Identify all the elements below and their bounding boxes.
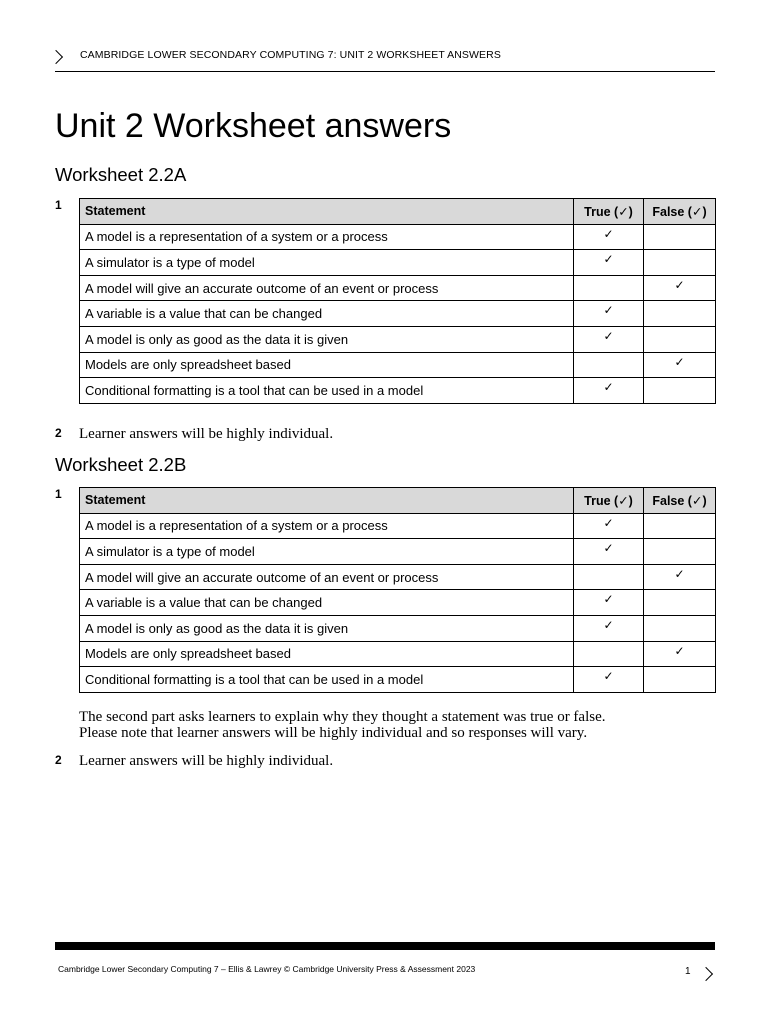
note-line: The second part asks learners to explain why they thought a statement was true or false. (79, 709, 606, 725)
footer-credit: Cambridge Lower Secondary Computing 7 – Ellis & Lawrey © Cambridge University Press & Assessment 2023 (58, 964, 476, 974)
header-divider (55, 71, 715, 72)
true-check-cell: ✓ (574, 250, 644, 276)
false-check-cell (644, 667, 716, 693)
column-header-true: True (✓) (574, 199, 644, 225)
column-header-false: False (✓) (644, 199, 716, 225)
true-check-cell: ✓ (574, 301, 644, 327)
false-check-cell (644, 378, 716, 404)
table-row (80, 564, 716, 590)
answer-text: Learner answers will be highly individual. (79, 426, 334, 442)
false-check-cell: ✓ (644, 352, 716, 378)
false-check-cell (644, 301, 716, 327)
column-header-statement: Statement (80, 199, 574, 225)
running-header: CAMBRIDGE LOWER SECONDARY COMPUTING 7: UNIT 2 WORKSHEET ANSWERS (80, 49, 501, 61)
false-check-cell (644, 590, 716, 616)
false-check-cell: ✓ (644, 275, 716, 301)
statement-cell: A model is only as good as the data it is given (80, 326, 574, 352)
true-check-cell (574, 275, 644, 301)
false-check-cell (644, 250, 716, 276)
table-row (80, 326, 716, 352)
answer-text: Learner answers will be highly individual. (79, 753, 334, 769)
question-number: 1 (55, 198, 62, 212)
answer-table-2-2a (79, 198, 716, 404)
statement-cell: A model will give an accurate outcome of an event or process (80, 275, 574, 301)
false-check-cell (644, 326, 716, 352)
true-check-cell: ✓ (574, 615, 644, 641)
table-row (80, 352, 716, 378)
table-row (80, 513, 716, 539)
table-row (80, 250, 716, 276)
true-check-cell: ✓ (574, 513, 644, 539)
statement-cell: Conditional formatting is a tool that can be used in a model (80, 378, 574, 404)
statement-cell: A model is a representation of a system or a process (80, 224, 574, 250)
true-check-cell (574, 564, 644, 590)
true-check-cell (574, 641, 644, 667)
answer-table-2-2b (79, 487, 716, 693)
page-number: 1 (685, 966, 691, 977)
table-row (80, 539, 716, 565)
statement-cell: A simulator is a type of model (80, 250, 574, 276)
statement-cell: A variable is a value that can be changed (80, 590, 574, 616)
note-line: Please note that learner answers will be highly individual and so responses will vary. (79, 725, 588, 741)
question-number: 2 (55, 426, 62, 440)
true-check-cell: ✓ (574, 224, 644, 250)
statement-cell: Models are only spreadsheet based (80, 352, 574, 378)
true-check-cell (574, 352, 644, 378)
table-row (80, 615, 716, 641)
true-check-cell: ✓ (574, 539, 644, 565)
column-header-statement: Statement (80, 488, 574, 514)
column-header-false: False (✓) (644, 488, 716, 514)
table-header-row (80, 488, 716, 514)
statement-cell: A simulator is a type of model (80, 539, 574, 565)
false-check-cell: ✓ (644, 641, 716, 667)
table-row (80, 378, 716, 404)
true-check-cell: ✓ (574, 378, 644, 404)
table-row (80, 667, 716, 693)
table-row (80, 224, 716, 250)
next-page-chevron-icon (699, 967, 713, 981)
page-title: Unit 2 Worksheet answers (55, 107, 452, 145)
section-title-2-2a: Worksheet 2.2A (55, 164, 187, 185)
true-check-cell: ✓ (574, 590, 644, 616)
table-row (80, 590, 716, 616)
false-check-cell: ✓ (644, 564, 716, 590)
question-number: 2 (55, 753, 62, 767)
statement-cell: A model is only as good as the data it is given (80, 615, 574, 641)
section-title-2-2b: Worksheet 2.2B (55, 454, 187, 475)
column-header-true: True (✓) (574, 488, 644, 514)
statement-cell: Conditional formatting is a tool that can be used in a model (80, 667, 574, 693)
statement-cell: A model will give an accurate outcome of an event or process (80, 564, 574, 590)
chevron-right-icon (49, 50, 63, 64)
table-row (80, 275, 716, 301)
false-check-cell (644, 539, 716, 565)
false-check-cell (644, 615, 716, 641)
false-check-cell (644, 513, 716, 539)
table-row (80, 641, 716, 667)
statement-cell: A model is a representation of a system or a process (80, 513, 574, 539)
statement-cell: A variable is a value that can be changed (80, 301, 574, 327)
table-row (80, 301, 716, 327)
footer-bar (55, 942, 715, 950)
statement-cell: Models are only spreadsheet based (80, 641, 574, 667)
table-header-row (80, 199, 716, 225)
true-check-cell: ✓ (574, 326, 644, 352)
false-check-cell (644, 224, 716, 250)
true-check-cell: ✓ (574, 667, 644, 693)
question-number: 1 (55, 487, 62, 501)
